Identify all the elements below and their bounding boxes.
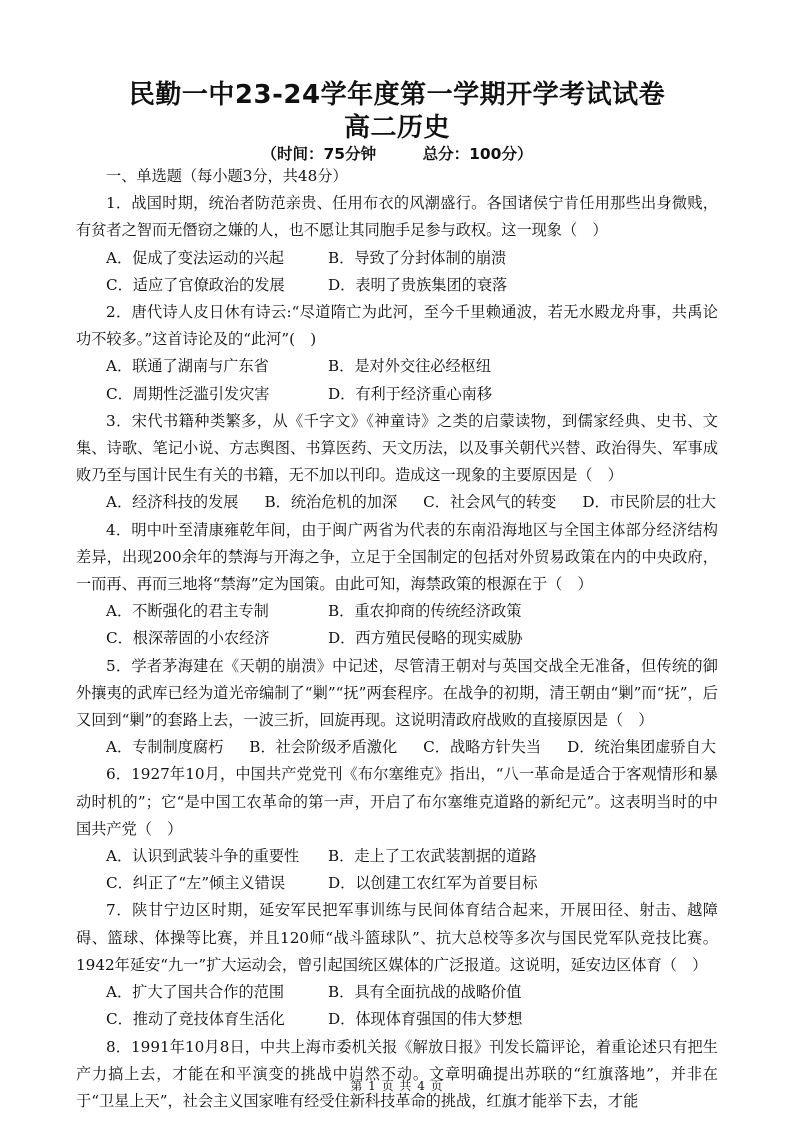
option-row: [76, 245, 718, 272]
option-b: B．导致了分封体制的崩溃: [328, 248, 507, 267]
question-7: [76, 897, 718, 1033]
option-c: C．推动了竞技体育生活化: [106, 1010, 285, 1029]
option-row: [76, 489, 718, 516]
question-3: [76, 408, 718, 517]
option-a: A．促成了变法运动的兴起: [106, 248, 285, 267]
option-a: A．联通了湖南与广东省: [106, 357, 269, 376]
option-row: [76, 598, 718, 625]
question-stem: 1．战国时期，统治者防范亲贵、任用布衣的风潮盛行。各国诸侯宁肯任用那些出身微贱，有贫者之智而无僭窃之嫌的人，也不愿让其同胞手足参与政权。这一现象（ ）: [76, 194, 718, 240]
option-c: C．社会风气的转变: [423, 493, 557, 512]
option-row: [76, 1006, 718, 1033]
option-d: D．统治集团虚骄自大: [567, 738, 716, 757]
option-c: C．纠正了“左”倾主义错误: [106, 874, 286, 893]
option-b: B．统治危机的加深: [264, 493, 398, 512]
option-c: C．根深蒂固的小农经济: [106, 629, 270, 648]
exam-subject: 高二历史: [343, 113, 450, 143]
option-a: A．扩大了国共合作的范围: [106, 983, 285, 1002]
option-c: C．战略方针失当: [423, 738, 542, 757]
option-d: D．表明了贵族集团的衰落: [328, 275, 508, 294]
option-row: [76, 870, 718, 897]
question-stem: 2．唐代诗人皮日休有诗云:“尽道隋亡为此河，至今千里赖通波，若无水殿龙舟事，共禹论功不较多。”这首诗论及的“此河”( ): [76, 303, 718, 349]
option-a: A．经济科技的发展: [106, 493, 239, 512]
question-stem: 7．陕甘宁边区时期，延安军民把军事训练与民间体育结合起来，开展田径、射击、越障碍、篮球、体操等比赛，并且120师“战斗篮球队”、抗大总校等多次与国民党军队竞技比赛。1942年延安“九一”扩大运动会，曾引起国统区媒体的广泛报道。这说明，延安边区体育（ ）: [76, 901, 718, 974]
option-c: C．适应了官僚政治的发展: [106, 275, 285, 294]
option-c: C．周期性泛滥引发灾害: [106, 384, 270, 403]
question-stem: 8．1991年10月8日，中共上海市委机关报《解放日报》刊发长篇评论，着重论述只有把生产力搞上去，才能在和平演变的挑战中岿然不动。文章明确提出苏联的“红旗落地”，并非在于“卫星上天”，社会主义国家唯有经受住新科技革命的挑战，红旗才能举下去，才能: [76, 1037, 718, 1110]
question-stem: 4．明中叶至清康雍乾年间，由于闽广两省为代表的东南沿海地区与全国主体部分经济结构差异，出现200余年的禁海与开海之争，立足于全国制定的包括对外贸易政策在内的中央政府，一而再、再而三地将“禁海”定为国策。由此可知，海禁政策的根源在于（ ）: [76, 520, 718, 594]
option-row: [76, 979, 718, 1006]
exam-meta: [0, 142, 794, 164]
option-b: B．具有全面抗战的战略价值: [328, 983, 522, 1002]
question-1: [76, 190, 718, 299]
question-stem: 5．学者茅海建在《天朝的崩溃》中记述，尽管清王朝对与英国交战全无准备，但传统的御外攘夷的武库已经为道光帝编制了“剿”“抚”两套程序。在战争的初期，清王朝由“剿”而“抚”，后又回到“剿”的套路上去，一波三折，回旋再现。这说明清政府战败的直接原因是（ ）: [76, 656, 718, 730]
exam-score: 总分：100分）: [422, 145, 533, 163]
question-stem: 6．1927年10月，中国共产党党刊《布尔塞维克》指出，“八一革命是适合于客观情形和暴动时机的”；它“是中国工农革命的第一声，开启了布尔塞维克道路的新纪元”。这表明当时的中国共产党（ ）: [76, 765, 718, 838]
question-2: [76, 299, 718, 408]
option-b: B．走上了工农武装割据的道路: [328, 847, 537, 866]
page-footer: 第 1 页 共 4 页: [350, 1079, 444, 1093]
option-b: B．社会阶级矛盾激化: [249, 738, 398, 757]
question-5: [76, 653, 718, 762]
question-stem: 3．宋代书籍种类繁多，从《千字文》《神童诗》之类的启蒙读物，到儒家经典、史书、文集、诗歌、笔记小说、方志舆图、书算医药、天文历法，以及事关朝代兴替、政治得失、军事成败乃至与国计民生有关的书籍，无不加以刊印。造成这一现象的主要原因是（ ）: [76, 411, 718, 485]
option-row: [76, 734, 718, 761]
question-8: [76, 1034, 718, 1116]
option-row: [76, 625, 718, 652]
option-d: D．以创建工农红军为首要目标: [328, 874, 538, 893]
option-a: A．专制制度腐朽: [106, 738, 224, 757]
section-heading: 一、单选题（每小题3分，共48分）: [106, 167, 348, 185]
exam-title: 民勤一中23-24学年度第一学期开学考试试卷: [128, 80, 666, 110]
option-a: A．认识到武装斗争的重要性: [106, 847, 300, 866]
option-row: [76, 353, 718, 380]
exam-content: [76, 163, 718, 1115]
option-row: [76, 272, 718, 299]
question-6: [76, 761, 718, 897]
exam-time: （时间：75分钟: [261, 145, 377, 163]
option-d: D．市民阶层的壮大: [582, 493, 716, 512]
option-d: D．有利于经济重心南移: [328, 384, 493, 403]
option-row: [76, 381, 718, 408]
option-d: D．体现体育强国的伟大梦想: [328, 1010, 523, 1029]
option-b: B．重农抑商的传统经济政策: [328, 602, 522, 621]
option-a: A．不断强化的君主专制: [106, 602, 269, 621]
option-b: B．是对外交往必经枢纽: [328, 357, 492, 376]
question-4: [76, 517, 718, 653]
option-row: [76, 843, 718, 870]
option-d: D．西方殖民侵略的现实威胁: [328, 629, 523, 648]
